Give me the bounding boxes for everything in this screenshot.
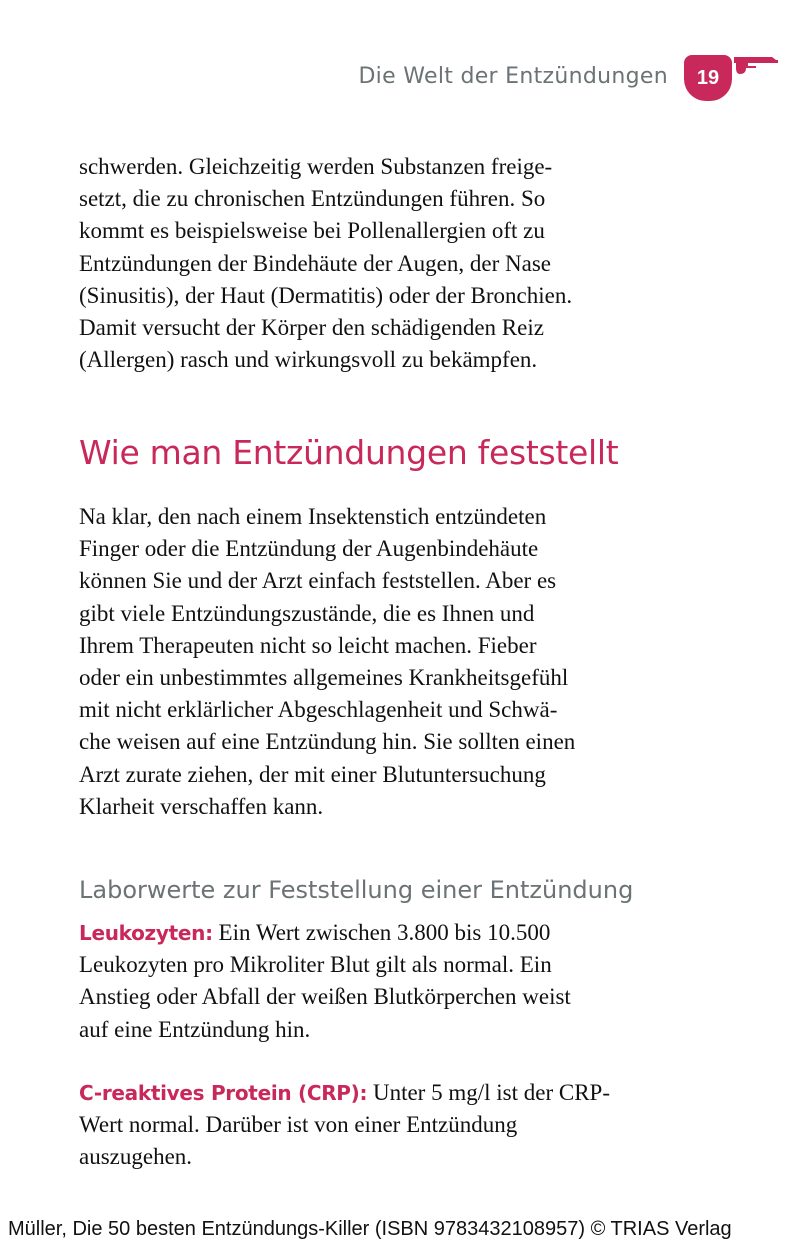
text-line: schwerden. Gleichzeitig werden Substanzen freige- (79, 154, 553, 179)
text-line: Entzündungen der Bindehäute der Augen, der Nase (79, 250, 551, 276)
text-line: Klarheit verschaffen kann. (79, 793, 324, 819)
text-line: Ihrem Therapeuten nicht so leicht machen. Fieber (79, 632, 537, 658)
crp-entry (79, 1077, 610, 1174)
text-line: Ein Wert zwischen 3.800 bis 10.500 (212, 920, 551, 945)
running-title: Die Welt der Entzündungen (358, 64, 668, 89)
text-line: Anstieg oder Abfall der weißen Blutkörperchen weist (79, 984, 571, 1010)
pointing-hand-icon (734, 54, 778, 78)
text-line: Damit versucht der Körper den schädigenden Reiz (79, 315, 544, 341)
subheading: Laborwerte zur Feststellung einer Entzündung (79, 876, 634, 904)
paragraph-allergies (79, 151, 572, 376)
text-line: auf eine Entzündung hin. (79, 1016, 311, 1042)
text-line: (Sinusitis), der Haut (Dermatitis) oder der Bronchien. (79, 282, 573, 308)
text-line: können Sie und der Arzt einfach feststellen. Aber es (79, 568, 557, 594)
term-label: C-reaktives Protein (CRP): (79, 1081, 368, 1105)
text-line: gibt viele Entzündungszustände, die es Ihnen und (79, 600, 535, 626)
text-line: Wert normal. Darüber ist von einer Entzündung (79, 1112, 518, 1138)
text-line: Na klar, den nach einem Insektenstich entzündeten (79, 504, 547, 529)
text-line: setzt, die zu chronischen Entzündungen führen. So (79, 186, 546, 212)
page-number: 19 (684, 55, 732, 101)
text-line: che weisen auf eine Entzündung hin. Sie sollten einen (79, 729, 576, 755)
text-line: auszugehen. (79, 1144, 193, 1170)
text-line: Leukozyten pro Mikroliter Blut gilt als normal. Ein (79, 952, 552, 978)
text-line: Arzt zurate ziehen, der mit einer Blutuntersuchung (79, 761, 546, 787)
section-heading: Wie man Entzündungen feststellt (79, 433, 619, 472)
footer-citation: Müller, Die 50 besten Entzündungs-Killer (ISBN 9783432108957) © TRIAS Verlag (8, 1218, 732, 1240)
text-line: Finger oder die Entzündung der Augenbindehäute (79, 536, 539, 562)
text-line: Unter 5 mg/l ist der CRP- (367, 1080, 610, 1105)
paragraph-detection (79, 501, 575, 823)
text-line: mit nicht erklärlicher Abgeschlagenheit und Schwä- (79, 697, 558, 723)
text-line: kommt es beispielsweise bei Pollenallergien oft zu (79, 218, 545, 244)
leukocytes-entry (79, 917, 571, 1046)
text-line: oder ein unbestimmtes allgemeines Krankheitsgefühl (79, 665, 569, 691)
term-label: Leukozyten: (79, 921, 213, 945)
text-line: (Allergen) rasch und wirkungsvoll zu bekämpfen. (79, 347, 538, 373)
